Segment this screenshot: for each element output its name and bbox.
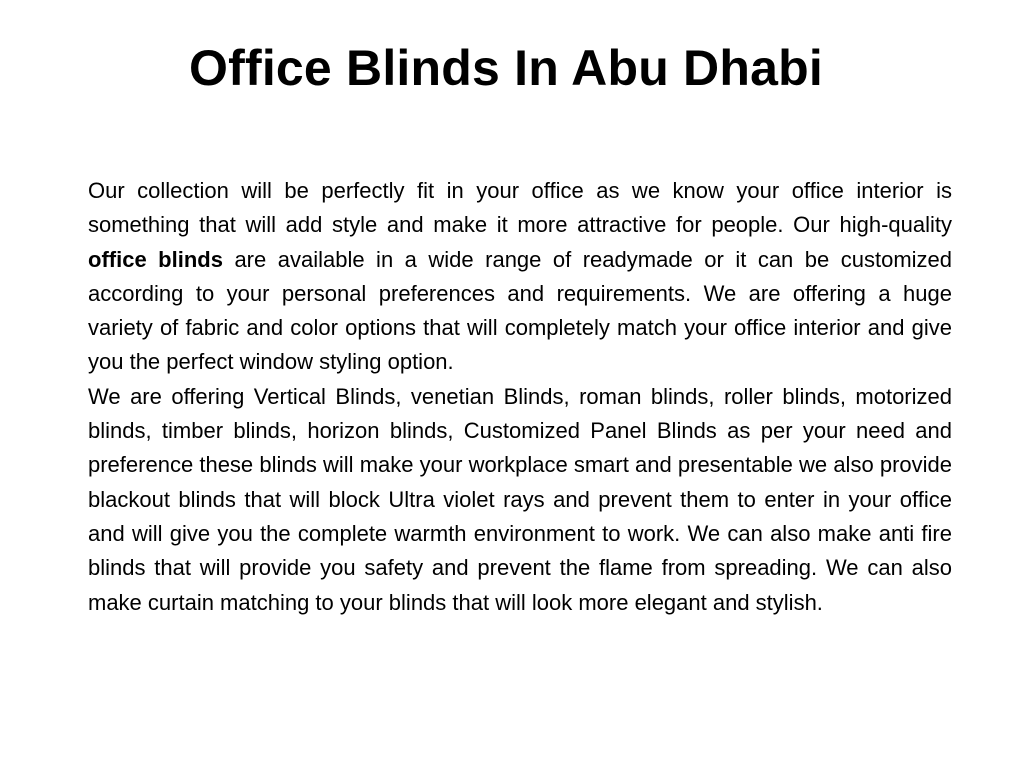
body-paragraph-2: We are offering Vertical Blinds, venetian Blinds, roman blinds, roller blinds, motorized blinds, timber blinds, horizon blinds, Customized Panel Blinds as per your need and preference these blinds will make your workplace smart and presentable we also provide blackout blinds that will block Ultra violet rays and prevent them to enter in your office and will give you the complete warmth environment to work. We can also make anti fire blinds that will provide you safety and prevent the flame from spreading. We can also make curtain matching to your blinds that will look more elegant and stylish. (88, 383, 952, 615)
slide-title: Office Blinds In Abu Dhabi (189, 40, 823, 96)
paragraph-1-text-after: are available in a wide range of readymade or it can be customized according to your personal preferences and requirements. We are offering a huge variety of fabric and color options that will completely match your office interior and give you the perfect window styling option. (88, 246, 953, 375)
slide-body (88, 174, 952, 620)
paragraph-1-text-before: Our collection will be perfectly fit in your office as we know your office interior is something that will add style and make it more attractive for people. Our high-quality (88, 178, 952, 238)
body-paragraph-1 (88, 174, 952, 380)
office-blinds-keyword: office blinds (88, 246, 223, 272)
